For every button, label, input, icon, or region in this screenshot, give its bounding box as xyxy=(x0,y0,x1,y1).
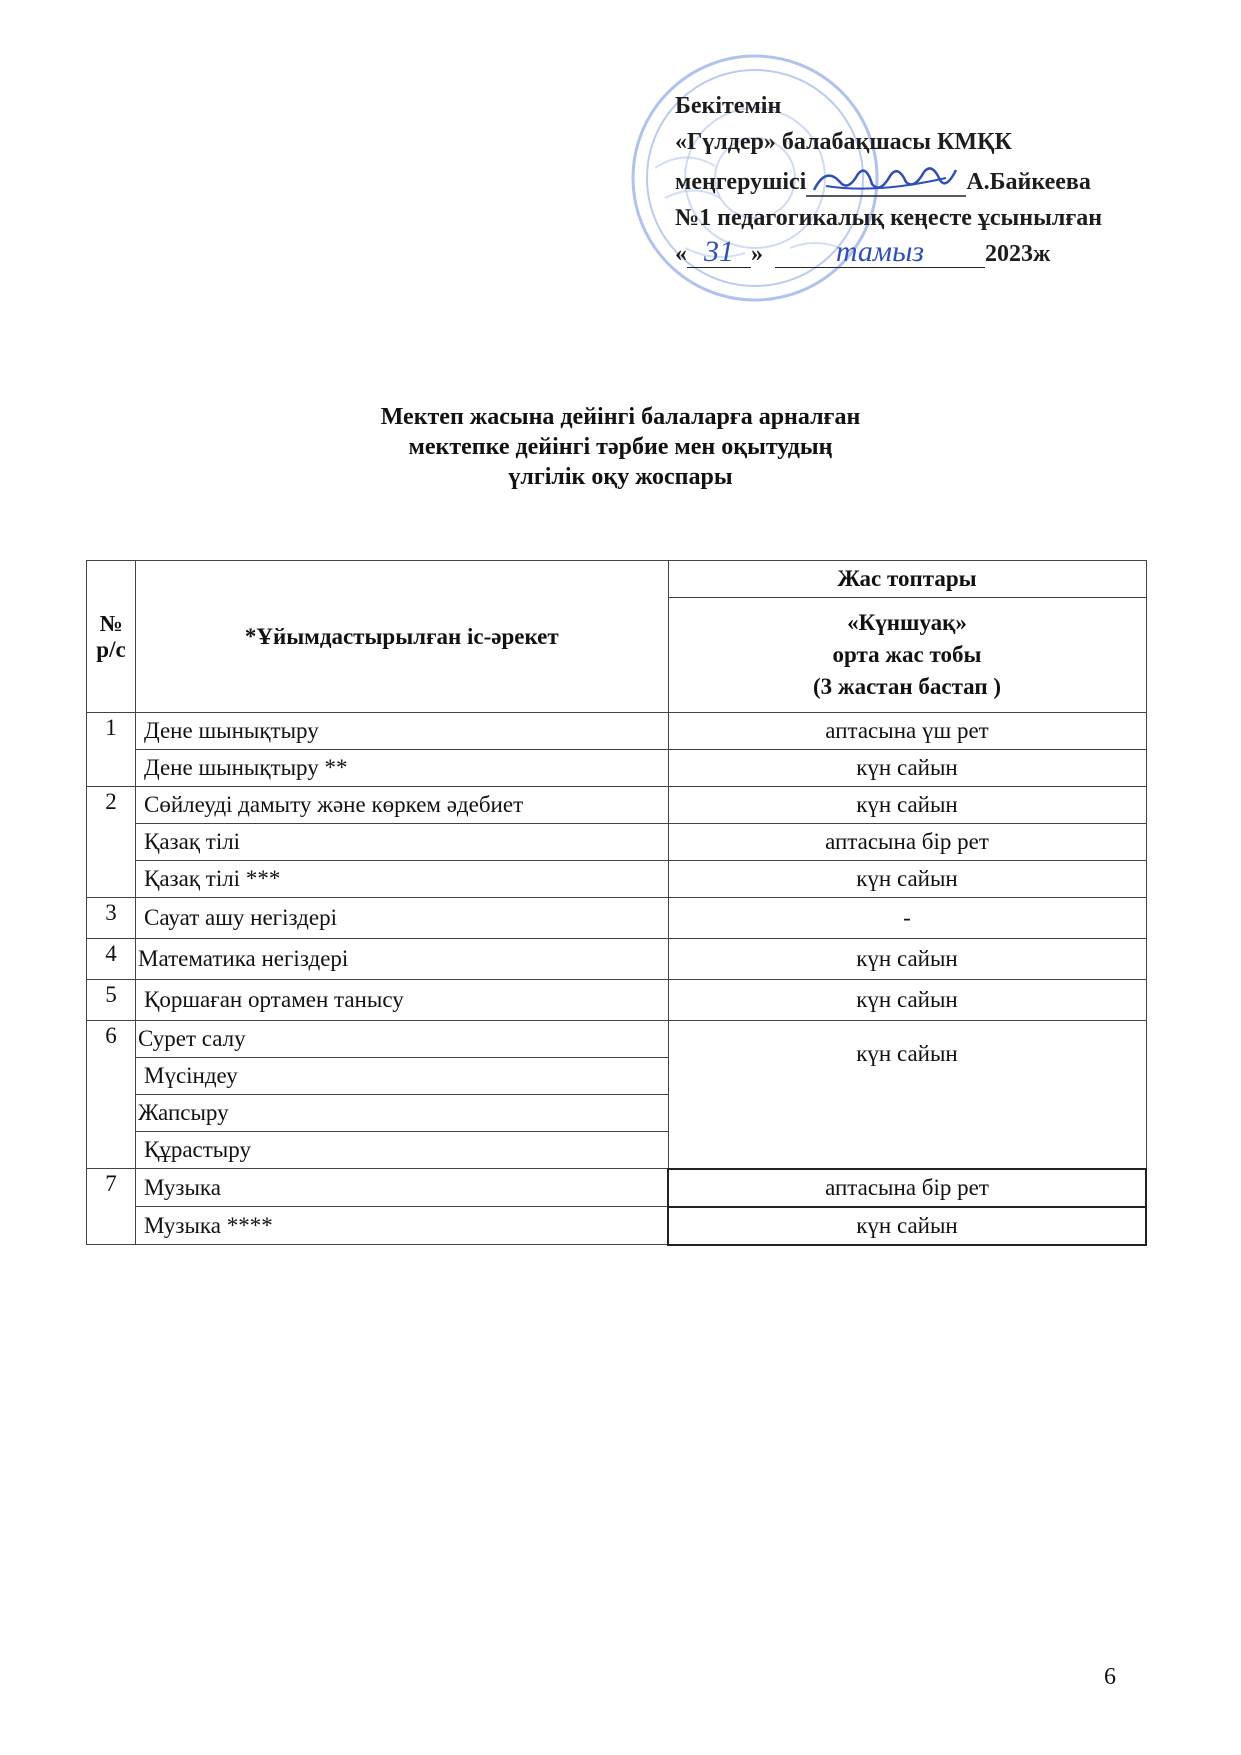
approval-line-4: №1 педагогикалық кеңесте ұсынылған xyxy=(675,205,1103,231)
head-name: А.Байкеева xyxy=(966,169,1091,195)
row-activity: Қазақ тілі *** xyxy=(136,861,669,898)
header-age-groups: Жас топтары xyxy=(668,561,1146,598)
row-value: күн сайын xyxy=(668,980,1146,1021)
header-group xyxy=(668,598,1146,713)
group-age: (3 жастан бастап ) xyxy=(812,674,1002,699)
row-activity: Математика негіздері xyxy=(136,939,669,980)
row-value: аптасына бір рет xyxy=(668,1169,1146,1207)
row-value: аптасына бір рет xyxy=(668,824,1146,861)
header-activity: *Ұйымдастырылған іс-әрекет xyxy=(136,561,669,713)
page-number: 6 xyxy=(1104,1664,1116,1690)
approval-line-3 xyxy=(675,160,1102,200)
approval-year: 2023ж xyxy=(985,241,1051,267)
group-type: орта жас тобы xyxy=(832,642,982,667)
row-activity: Дене шынықтыру xyxy=(136,713,669,750)
group-name: «Күншуақ» xyxy=(847,610,967,635)
table-row xyxy=(87,787,1147,824)
row-activity: Сауат ашу негіздері xyxy=(136,898,669,939)
table-row xyxy=(87,861,1147,898)
row-activity: Қоршаған ортамен танысу xyxy=(136,980,669,1021)
row-activity: Мүсіндеу xyxy=(136,1058,669,1095)
row-activity: Сөйлеуді дамыту және көркем әдебиет xyxy=(136,787,669,824)
row-num: 1 xyxy=(87,713,136,787)
table-row xyxy=(87,898,1147,939)
row-num: 7 xyxy=(87,1169,136,1245)
row-num: 6 xyxy=(87,1021,136,1169)
row-num: 5 xyxy=(87,980,136,1021)
row-activity: Музыка **** xyxy=(136,1207,669,1245)
table-row xyxy=(87,750,1147,787)
row-activity: Құрастыру xyxy=(136,1132,669,1169)
approval-line-5: « 31 » тамыз 2023ж xyxy=(675,235,1051,268)
title-line-2: мектепке дейінгі тәрбие мен оқытудың xyxy=(408,434,833,460)
table-row xyxy=(87,824,1147,861)
document-title xyxy=(0,402,1241,492)
title-line-1: Мектеп жасына дейінгі балаларға арналған xyxy=(380,404,861,430)
approval-line-2: «Гүлдер» балабақшасы КМҚК xyxy=(675,129,1012,155)
row-value: күн сайын xyxy=(668,1207,1146,1245)
table-row xyxy=(87,1169,1147,1207)
row-value: күн сайын xyxy=(668,939,1146,980)
row-activity: Жапсыру xyxy=(136,1095,669,1132)
table-row xyxy=(87,1021,1147,1058)
row-value: күн сайын xyxy=(668,861,1146,898)
approval-line-1: Бекітемін xyxy=(675,93,782,119)
title-line-3: үлгілік оқу жоспары xyxy=(508,464,733,490)
row-activity: Сурет салу xyxy=(136,1021,669,1058)
head-title: меңгерушісі xyxy=(675,169,807,195)
signature-icon xyxy=(806,160,966,200)
table-row xyxy=(87,980,1147,1021)
row-activity: Музыка xyxy=(136,1169,669,1207)
approval-day: 31 xyxy=(687,237,751,268)
row-value: күн сайын xyxy=(668,750,1146,787)
row-activity: Қазақ тілі xyxy=(136,824,669,861)
row-value: аптасына үш рет xyxy=(668,713,1146,750)
row-num: 3 xyxy=(87,898,136,939)
row-value: күн сайын xyxy=(668,787,1146,824)
row-activity: Дене шынықтыру ** xyxy=(136,750,669,787)
row-value: - xyxy=(668,898,1146,939)
approval-block xyxy=(615,40,1175,320)
row-value: күн сайын xyxy=(668,1021,1146,1169)
curriculum-table xyxy=(86,560,1147,1246)
table-row xyxy=(87,1207,1147,1245)
approval-month: тамыз xyxy=(775,237,985,268)
header-num: № р/с xyxy=(87,561,136,713)
table-row xyxy=(87,939,1147,980)
table-row xyxy=(87,713,1147,750)
approval-text xyxy=(675,88,1102,272)
row-num: 2 xyxy=(87,787,136,898)
row-num: 4 xyxy=(87,939,136,980)
